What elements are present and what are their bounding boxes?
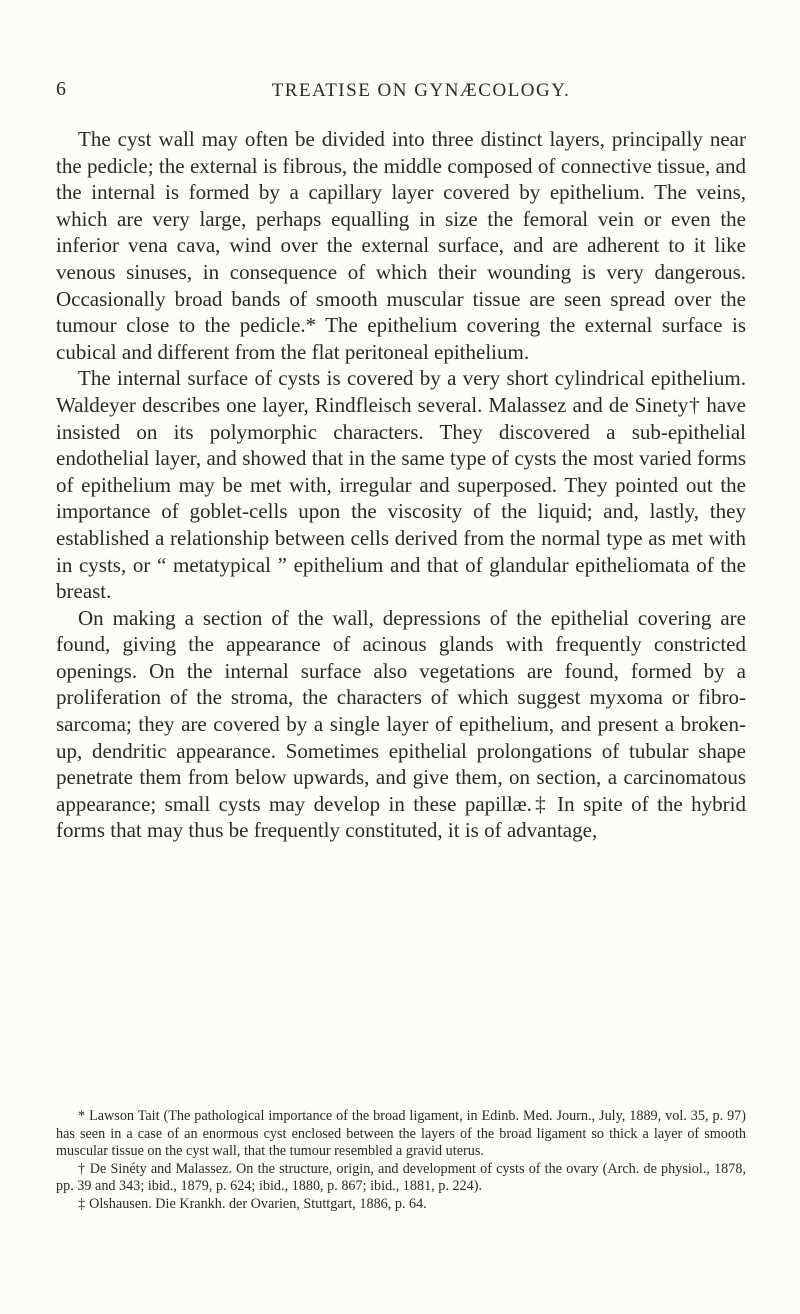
footnote-mark: * — [78, 1108, 86, 1124]
footnote-mark: † — [78, 1160, 86, 1177]
footnote-text: Olshausen. Die Krankh. der Ovarien, Stuttgart, 1886, p. 64. — [89, 1195, 427, 1212]
footnote-text: De Sinéty and Malassez. On the structure, origin, and development of cysts of the ovary (Arch. de physiol., 1878, pp. 39 and 343; ibid., 1879, p. 624; ibid., 1880, p. 867; ibid., 1881, p. 224). — [56, 1160, 747, 1195]
running-head — [56, 78, 746, 110]
footnote — [56, 1161, 746, 1196]
body-text — [56, 126, 746, 844]
footnotes — [56, 1108, 746, 1214]
paragraph: The cyst wall may often be divided into three distinct layers, principally near the pedicle; the external is fibrous, the middle composed of connective tissue, and the internal is formed by a capillary layer covered by epithelium. The veins, which are very large, perhaps equalling in size the femoral vein or even the inferior vena cava, wind over the external surface, and are adherent to it like venous sinuses, in consequence of which their wounding is very dangerous. Occasionally broad bands of smooth muscular tissue are seen spread over the tumour close to the pedicle.* The epithelium covering the external surface is cubical and different from the flat peritoneal epithelium. — [56, 127, 746, 364]
footnote-mark: ‡ — [78, 1195, 86, 1212]
paragraph: On making a section of the wall, depressions of the epithelial covering are found, giving the appearance of acinous glands with frequently constricted openings. On the internal surface also vegetations are found, formed by a proliferation of the stroma, the characters of which suggest myxoma or fibro-sarcoma; they are covered by a single layer of epithelium, and present a broken-up, dendritic appearance. Sometimes epithelial prolongations of tubular shape penetrate them from below upwards, and give them, on section, a carcinomatous appearance; small cysts may develop in these papillæ.‡ In spite of the hybrid forms that may thus be frequently constituted, it is of advantage, — [56, 605, 746, 843]
footnote — [56, 1108, 746, 1161]
footnote-text: Lawson Tait (The pathological importance of the broad ligament, in Edinb. Med. Journ., July, 1889, vol. 35, p. 97) has seen in a case of an enormous cyst enclosed between the layers of the broad ligament so thick a layer of smooth muscular tissue on the cyst wall, that the tumour resembled a gravid uterus. — [56, 1108, 746, 1160]
running-head-title: TREATISE ON GYNÆCOLOGY. — [271, 80, 571, 101]
page-number: 6 — [56, 78, 67, 100]
footnote — [56, 1196, 746, 1214]
paragraph: The internal surface of cysts is covered by a very short cylindrical epithelium. Waldeyer describes one layer, Rindfleisch several. Malassez and de Sinety† have insisted on its polymorphic characters. They discovered a sub-epithelial endothelial layer, and showed that in the same type of cysts the most varied forms of epithelium may be met with, irregular and superposed. They pointed out the importance of goblet-cells upon the viscosity of the liquid; and, lastly, they established a relationship between cells derived from the normal type as met with in cysts, or “ metatypical ” epithelium and that of glandular epitheliomata of the breast. — [56, 366, 746, 604]
